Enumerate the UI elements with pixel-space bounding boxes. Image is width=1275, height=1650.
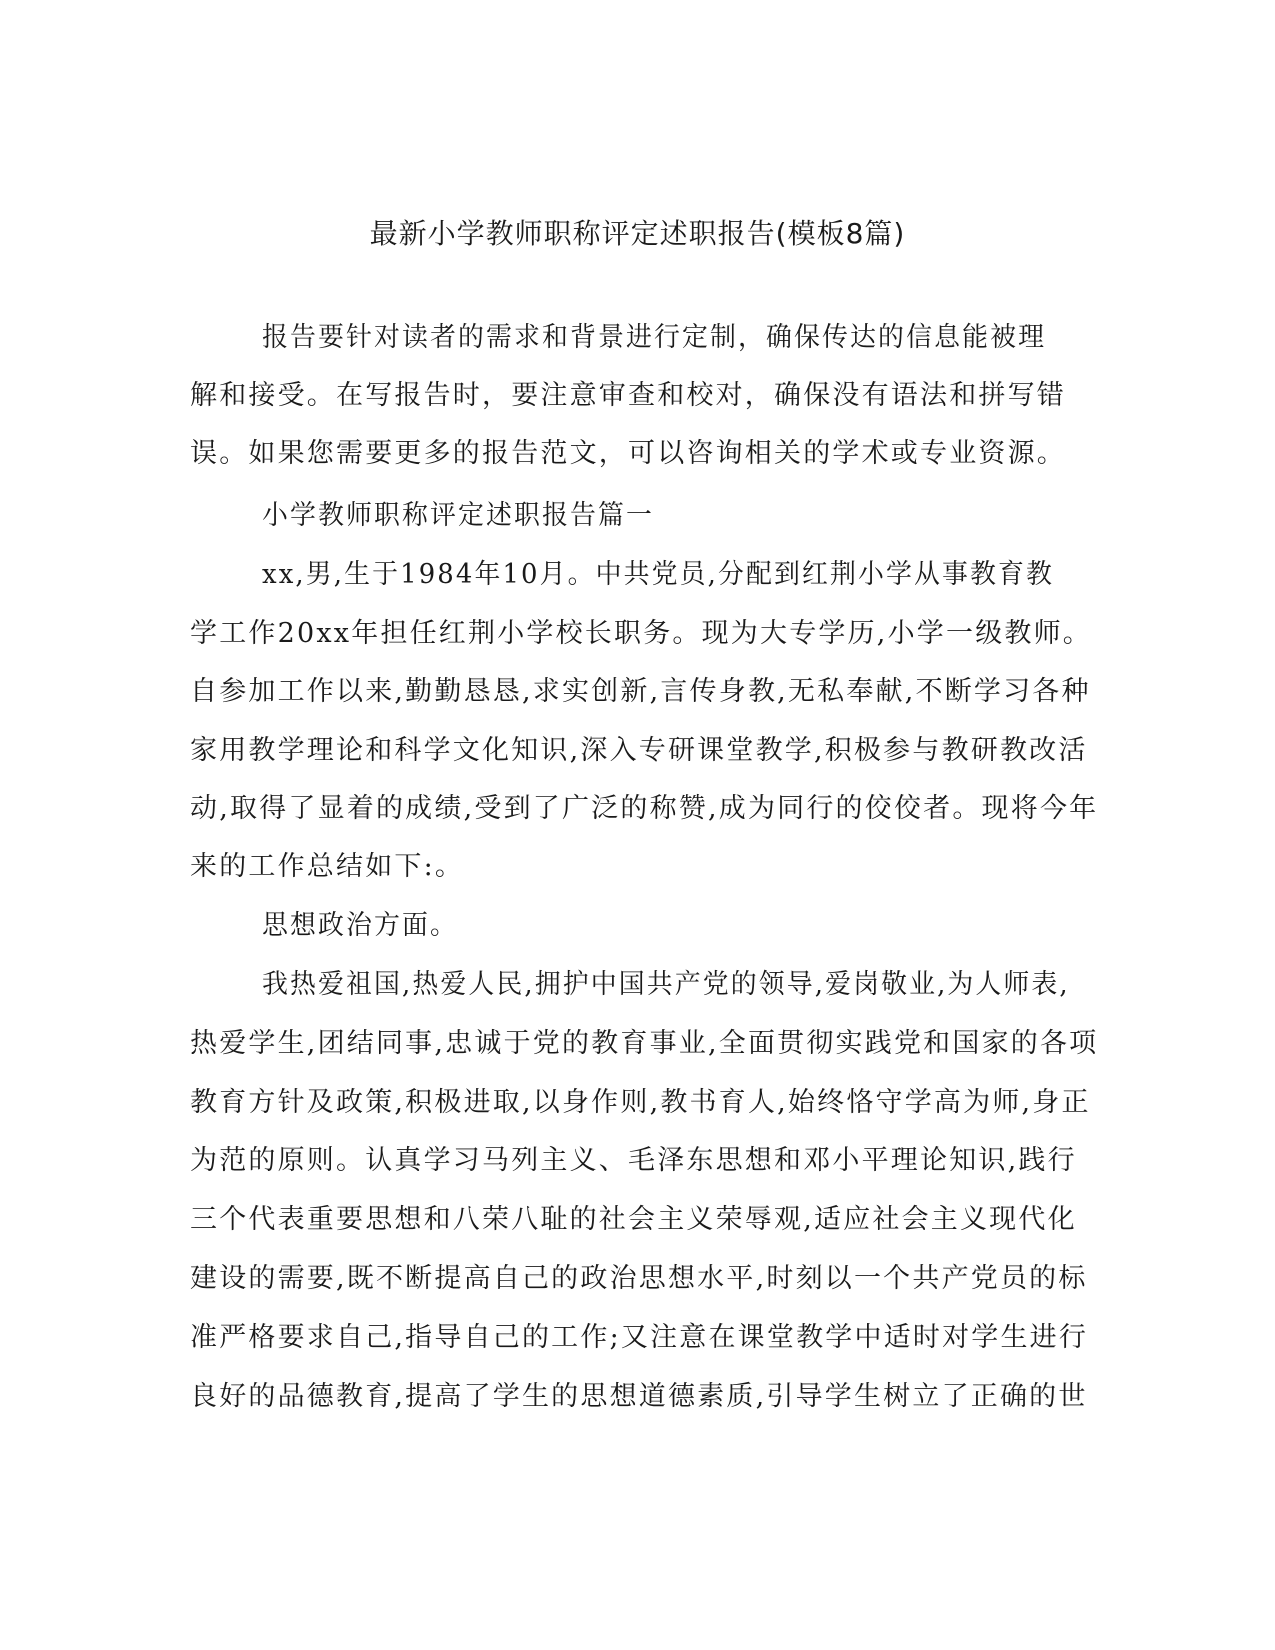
paragraph-line: 自参加工作以来,勤勤恳恳,求实创新,言传身教,无私奉献,不断学习各种 xyxy=(190,676,1091,707)
paragraph-line: 热爱学生,团结同事,忠诚于党的教育事业,全面贯彻实践党和国家的各项 xyxy=(190,1028,1099,1059)
paragraph-line: 建设的需要,既不断提高自己的政治思想水平,时刻以一个共产党员的标 xyxy=(190,1263,1088,1294)
paragraph-line: 我热爱祖国,热爱人民,拥护中国共产党的领导,爱岗敬业,为人师表, xyxy=(262,969,1070,1000)
paragraph-line: 三个代表重要思想和八荣八耻的社会主义荣辱观,适应社会主义现代化 xyxy=(190,1204,1077,1235)
intro-line-1: 报告要针对读者的需求和背景进行定制，确保传达的信息能被理 xyxy=(262,322,1047,353)
paragraph-line: 良好的品德教育,提高了学生的思想道德素质,引导学生树立了正确的世 xyxy=(190,1381,1088,1412)
paragraph-line: 家用教学理论和科学文化知识,深入专研课堂教学,积极参与教研教改活 xyxy=(190,735,1088,766)
paragraph-line: xx,男,生于1984年10月。中共党员,分配到红荆小学从事教育教 xyxy=(262,559,1055,590)
section-heading-1: 小学教师职称评定述职报告篇一 xyxy=(262,500,655,531)
document-title: 最新小学教师职称评定述职报告(模板8篇) xyxy=(369,217,906,250)
paragraph-line: 来的工作总结如下:。 xyxy=(190,851,465,882)
paragraph-line: 为范的原则。认真学习马列主义、毛泽东思想和邓小平理论知识,践行 xyxy=(190,1145,1077,1176)
intro-line-3: 误。如果您需要更多的报告范文，可以咨询相关的学术或专业资源。 xyxy=(190,438,1066,469)
paragraph-line: 学工作20xx年担任红荆小学校长职务。现为大专学历,小学一级教师。 xyxy=(190,618,1092,649)
section-heading-2: 思想政治方面。 xyxy=(262,910,459,941)
paragraph-line: 动,取得了显着的成绩,受到了广泛的称赞,成为同行的佼佼者。现将今年 xyxy=(190,793,1099,824)
paragraph-line: 准严格要求自己,指导自己的工作;又注意在课堂教学中适时对学生进行 xyxy=(190,1322,1089,1353)
paragraph-line: 教育方针及政策,积极进取,以身作则,教书育人,始终恪守学高为师,身正 xyxy=(190,1087,1091,1118)
intro-line-2: 解和接受。在写报告时，要注意审查和校对，确保没有语法和拼写错 xyxy=(190,380,1066,411)
